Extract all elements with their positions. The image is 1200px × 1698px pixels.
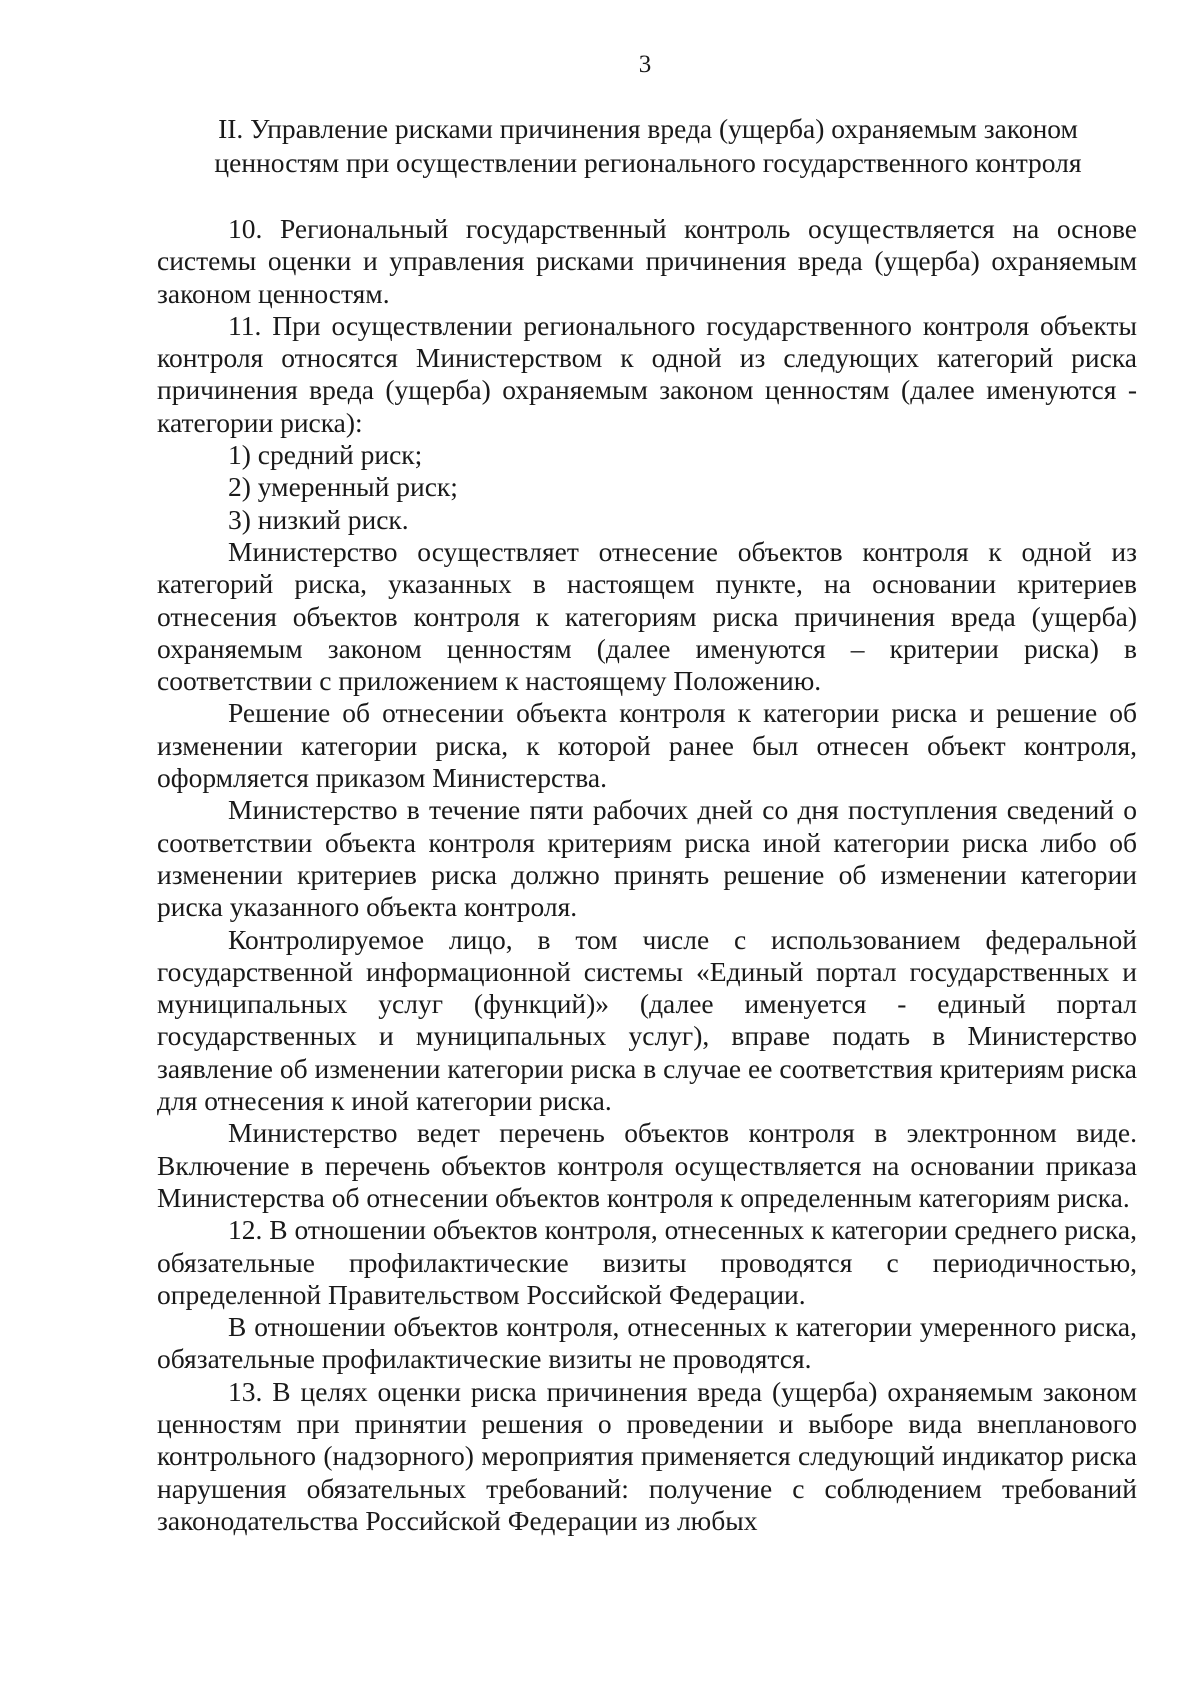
page-number: 3: [638, 51, 652, 78]
section-heading: [158, 112, 1138, 180]
section-heading-line-1: II. Управление рисками причинения вреда (ущерба) охраняемым законом: [218, 113, 1078, 144]
section-heading-line-2: ценностям при осуществлении регионального государственного контроля: [214, 147, 1082, 178]
risk-category-item-3: 3) низкий риск.: [228, 503, 409, 535]
paragraph-11-decision: Решение об отнесении объекта контроля к категории риска и решение об изменении категории риска, к которой ранее был отнесен объект контроля, оформляется приказом Министерства.: [157, 697, 1137, 794]
paragraph-11-deadline: Министерство в течение пяти рабочих дней со дня поступления сведений о соответствии объекта контроля критериям риска иной категории риска либо об изменении критериев риска должно принять решение об изменении категории риска указанного объекта контроля.: [157, 794, 1137, 923]
paragraph-13: 13. В целях оценки риска причинения вреда (ущерба) охраняемым законом ценностям при принятии решения о проведении и выборе вида внепланового контрольного (надзорного) мероприятия применяется следующий индикатор риска нарушения обязательных требований: получение с соблюдением требований законодательства Российской Федерации из любых: [157, 1375, 1137, 1536]
paragraph-11-application: Контролируемое лицо, в том числе с использованием федеральной государственной информационной системы «Единый портал государственных и муниципальных услуг (функций)» (далее именуется - единый портал государственных и муниципальных услуг), вправе подать в Министерство заявление об изменении категории риска в случае ее соответствия критериям риска для отнесения к иной категории риска.: [157, 923, 1137, 1117]
paragraph-12-moderate: В отношении объектов контроля, отнесенных к категории умеренного риска, обязательные профилактические визиты не проводятся.: [157, 1311, 1137, 1375]
paragraph-12: 12. В отношении объектов контроля, отнесенных к категории среднего риска, обязательные профилактические визиты проводятся с периодичностью, определенной Правительством Российской Федерации.: [157, 1214, 1137, 1310]
risk-category-item-2: 2) умеренный риск;: [228, 471, 458, 503]
document-body: [157, 213, 1137, 1537]
paragraph-10: 10. Региональный государственный контроль осуществляется на основе системы оценки и управления рисками причинения вреда (ущерба) охраняемым законом ценностям.: [157, 213, 1137, 309]
paragraph-11-register: Министерство ведет перечень объектов контроля в электронном виде. Включение в перечень объектов контроля осуществляется на основании приказа Министерства об отнесении объектов контроля к определенным категориям риска.: [157, 1117, 1137, 1213]
paragraph-11-classification: Министерство осуществляет отнесение объектов контроля к одной из категорий риска, указанных в настоящем пункте, на основании критериев отнесения объектов контроля к категориям риска причинения вреда (ущерба) охраняемым законом ценностям (далее именуются – критерии риска) в соответствии с приложением к настоящему Положению.: [157, 535, 1137, 697]
paragraph-11: 11. При осуществлении регионального государственного контроля объекты контроля относятся Министерством к одной из следующих категорий риска причинения вреда (ущерба) охраняемым законом ценностям (далее именуются - категории риска):: [157, 309, 1137, 438]
risk-category-item-1: 1) средний риск;: [228, 439, 423, 471]
